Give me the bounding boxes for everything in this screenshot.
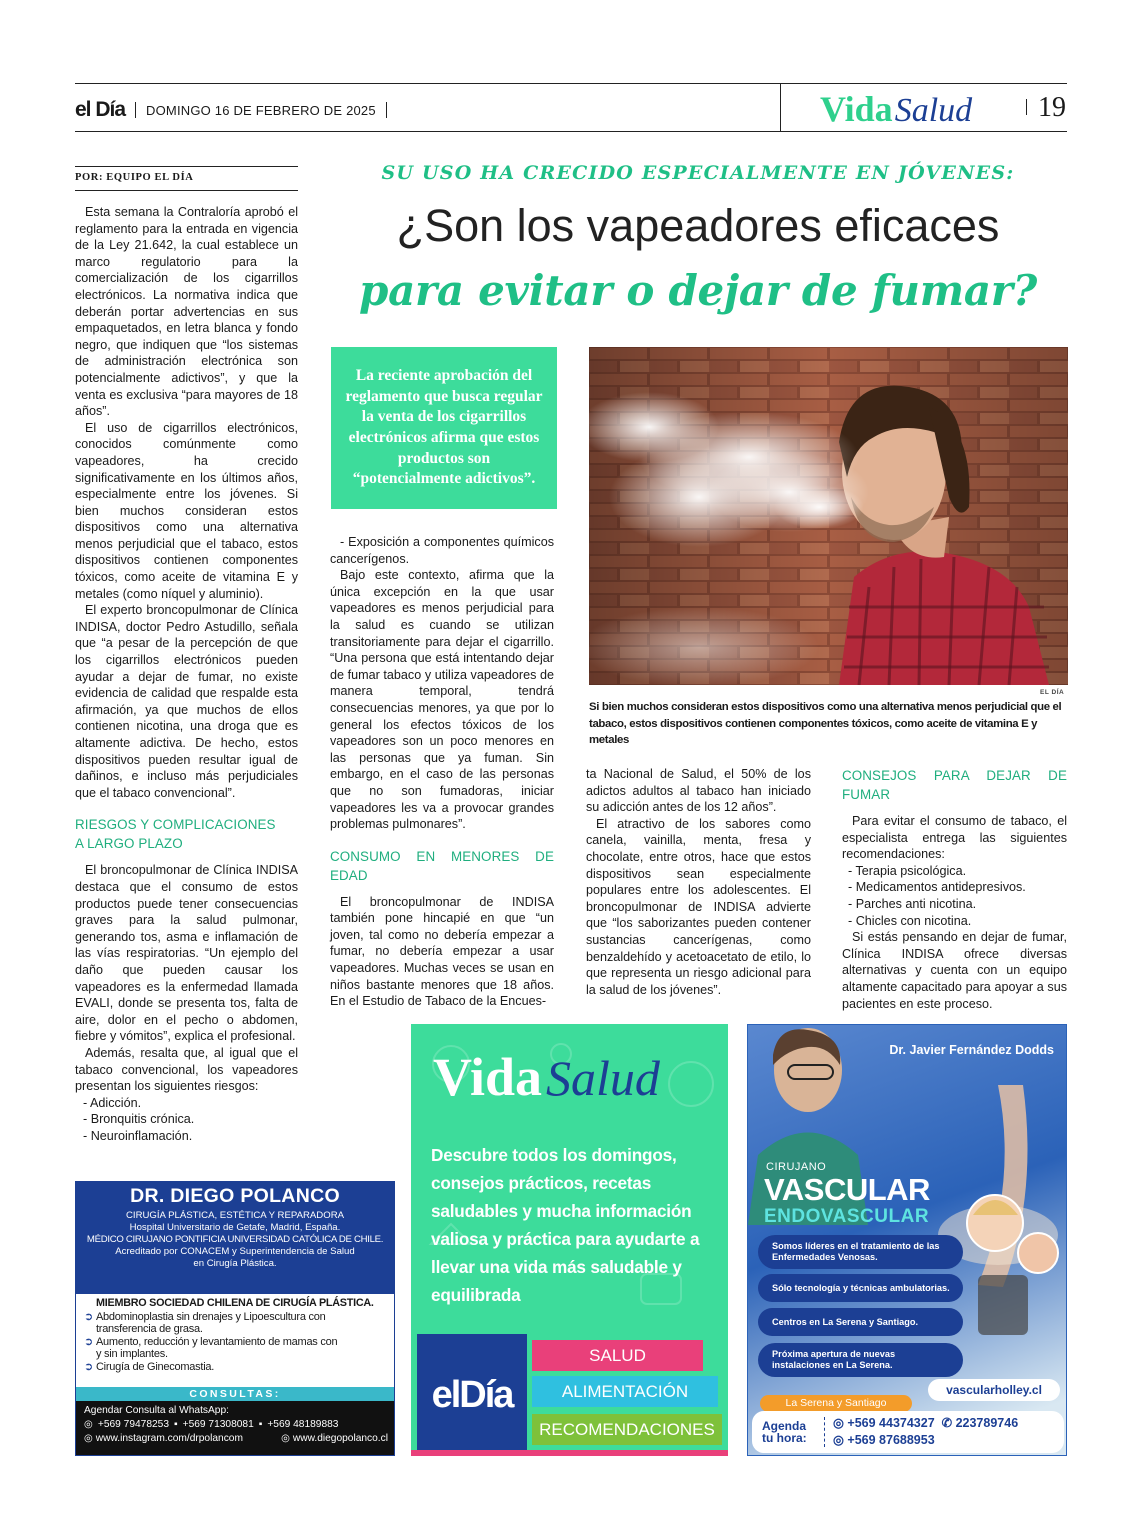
arrow-icon: ➲ bbox=[84, 1335, 93, 1348]
byline-rule-top bbox=[75, 166, 298, 167]
arrow-icon: ➲ bbox=[84, 1310, 93, 1323]
ad-vascular[interactable] bbox=[747, 1024, 1067, 1456]
eldia-logo-box bbox=[417, 1334, 527, 1456]
divider bbox=[824, 1417, 825, 1447]
photo-caption: Si bien muchos consideran estos dispositivos como una alternativa menos perjudicial que el tabaco, estos dispositivos contienen componentes tóxicos, como aceite de vitamina E y metales bbox=[589, 701, 1062, 746]
section-vida: Vida bbox=[820, 89, 893, 129]
bullet: ▪ bbox=[258, 1419, 263, 1430]
eldia-logo: elDía bbox=[431, 1373, 513, 1416]
phone-number[interactable]: 223789746 bbox=[955, 1416, 1019, 1430]
subheading-line: RIESGOS Y COMPLICACIONES bbox=[75, 817, 276, 833]
agenda-label: Agenda tu hora: bbox=[762, 1419, 807, 1445]
headline-line2: para evitar o dejar de fumar? bbox=[359, 266, 1037, 315]
byline-rule-bottom bbox=[75, 190, 298, 191]
section-logo bbox=[820, 88, 972, 128]
vida-salud-logo bbox=[433, 1046, 660, 1108]
vascular-label: VASCULAR bbox=[764, 1172, 930, 1207]
risk-list bbox=[75, 1095, 298, 1145]
doctor-name: Dr. Javier Fernández Dodds bbox=[889, 1043, 1054, 1057]
column-4 bbox=[842, 752, 1067, 1012]
tag-recomendaciones[interactable]: RECOMENDACIONES bbox=[532, 1414, 722, 1445]
whatsapp-icon: ◎ bbox=[84, 1419, 93, 1430]
contact-bar bbox=[752, 1411, 1064, 1453]
subheading-tips: CONSEJOS PARA DEJAR DE FUMAR bbox=[842, 768, 1067, 802]
headline-line1: ¿Son los vapeadores eficaces bbox=[396, 200, 1000, 251]
arrow-icon: ➲ bbox=[84, 1360, 93, 1373]
phone-number[interactable]: +569 48189883 bbox=[267, 1419, 339, 1430]
service-text: y sin implantes. bbox=[95, 1348, 168, 1361]
vaping-man-illustration bbox=[589, 347, 1068, 685]
location-badge: La Serena y Santiago bbox=[760, 1395, 912, 1412]
tips-list bbox=[842, 863, 1067, 929]
paragraph: Para evitar el consumo de tabaco, el especialista entrega las siguientes recomendaciones: bbox=[842, 814, 1067, 862]
paragraph: El experto broncopulmonar de Clínica INDISA, doctor Pedro Astudillo, señala que “a pesar de la percepción de que los cigarrillos electrónicos pueden ayudar a dejar de fumar, no existe evidencia de calidad que respalde esta afirmación, ya que muchos de ellos contienen nicotina, una droga que es altamente adictiva. De hecho, estos dispositivos pueden resultar igual de dañinos, e incluso más perjudiciales que el tabaco convencional”. bbox=[75, 603, 298, 800]
whatsapp-icon: ◎ bbox=[833, 1433, 844, 1447]
list-item: - Terapia psicológica. bbox=[848, 863, 967, 878]
divider bbox=[135, 102, 136, 118]
subheading-line: A LARGO PLAZO bbox=[75, 836, 183, 852]
cirujano-label: CIRUJANO bbox=[766, 1161, 827, 1173]
list-item: - Medicamentos antidepresivos. bbox=[848, 880, 1026, 895]
issue-date: DOMINGO 16 DE FEBRERO DE 2025 bbox=[146, 102, 376, 118]
tag-alimentacion[interactable]: ALIMENTACIÓN bbox=[532, 1376, 718, 1407]
phone-number[interactable]: +569 87688953 bbox=[847, 1433, 935, 1447]
phone-icon: ✆ bbox=[941, 1416, 953, 1430]
pullquote-box bbox=[331, 347, 557, 509]
paragraph: El broncopulmonar de INDISA también pone hincapié en que “un joven, tal como no debería empezar a fumar, no debería empezar a usar vapeadores. Muchas veces se usan en niños bastante menores que 18 años. En el Estudio de Tabaco de la Encues- bbox=[330, 894, 554, 1009]
paragraph: El uso de cigarrillos electrónicos, conocidos comúnmente como vapeadores, ha crecido significativamente en los últimos años, especialmente entre los jóvenes. Si bien muchos consideran estos dispositivos como una alternativa menos perjudicial que el tabaco, estos dispositivos contienen componentes tóxicos, como aceite de vitamina E y metales (como níquel y aluminio). bbox=[75, 420, 298, 601]
phone-list bbox=[833, 1415, 1018, 1449]
service-text: Cirugía de Ginecomastia. bbox=[95, 1360, 215, 1373]
subheading-minors: CONSUMO EN MENORES DE EDAD bbox=[330, 848, 554, 883]
phone-number[interactable]: +569 79478253 bbox=[97, 1419, 169, 1430]
feature-pill: Próxima apertura de nuevas instalaciones en La Serena. bbox=[758, 1343, 963, 1377]
paragraph: Si estás pensando en dejar de fumar, Clínica INDISA ofrece diversas alternativas y cuenta con un equipo altamente capacitado para apoyar a sus pacientes en este proceso. bbox=[842, 930, 1067, 1011]
service-text: Abdominoplastia sin drenajes y Lipoescultura con bbox=[95, 1310, 326, 1323]
column-3 bbox=[586, 766, 811, 998]
ad-polanco-contact bbox=[76, 1401, 394, 1455]
paragraph: - Exposición a componentes químicos cancerígenos. bbox=[330, 535, 554, 566]
instagram-icon: ◎ bbox=[84, 1433, 93, 1444]
web-row bbox=[84, 1432, 388, 1446]
ad-line: en Cirugía Plástica. bbox=[193, 1258, 277, 1269]
web-icon: ◎ bbox=[281, 1433, 291, 1444]
feature-pill: Centros en La Serena y Santiago. bbox=[758, 1308, 963, 1336]
byline: POR: EQUIPO EL DÍA bbox=[75, 172, 194, 183]
paragraph: El atractivo de los sabores como canela, vainilla, menta, fresa y chocolate, entre otros, hace que estos dispositivos sean especialmente populares entre los adolescentes. El broncopulmonar de INDISA advierte que “los saborizantes pueden contener sustancias cancerígenas, como benzaldehído y acetoacetato de etilo, lo que representa un riesgo adicional para la salud de los jóvenes”. bbox=[586, 816, 811, 997]
page-number: 19 bbox=[1038, 92, 1066, 123]
paragraph: Esta semana la Contraloría aprobó el reglamento para la entrada en vigencia de la Ley 21.642, la cual establece un marco regulatorio para la comercialización de los cigarrillos electrónicos. La normativa indica que deberán portar advertencias en sus empaquetados, en letra blanca y fondo negro, que indiquen que “los sistemas de administración electrónica son potencialmente adictivos”, y que la venta es exclusiva “para mayores de 18 años”. bbox=[75, 205, 298, 419]
phone-row bbox=[84, 1418, 388, 1432]
ad-polanco[interactable] bbox=[75, 1181, 395, 1456]
bottom-stripe bbox=[411, 1450, 728, 1456]
kicker: SU USO HA CRECIDO ESPECIALMENTE EN JÓVENES: bbox=[381, 162, 1015, 184]
header-top-rule bbox=[75, 83, 1067, 84]
paragraph: Bajo este contexto, afirma que la única excepción en la que usar vapeadores es menos perjudicial para la salud es cuando se utilizan transitoriamente para dejar el cigarrillo. “Una persona que está intentando dejar de fumar tabaco y utiliza vapeadores de manera temporal, tendrá consecuencias menores, ya que por lo general los efectos tóxicos de los vapeadores son un poco menores en las personas que ya fuman. Sin embargo, en el caso de las personas que no son fumadoras, iniciar vapeadores les va a provocar grandes problemas pulmonares”. bbox=[330, 568, 554, 832]
newspaper-logo: el Día bbox=[75, 98, 126, 121]
service-item bbox=[84, 1361, 386, 1374]
website-link[interactable]: www.diegopolanco.cl bbox=[292, 1433, 388, 1444]
list-item: - Parches anti nicotina. bbox=[848, 896, 977, 911]
list-item: - Neuroinflamación. bbox=[83, 1128, 193, 1143]
service-item bbox=[84, 1336, 386, 1361]
whatsapp-icon: ◎ bbox=[833, 1416, 844, 1430]
service-text: transferencia de grasa. bbox=[95, 1323, 203, 1336]
instagram-link[interactable]: www.instagram.com/drpolancom bbox=[95, 1433, 243, 1444]
paragraph: El broncopulmonar de Clínica INDISA destaca que el consumo de estos productos puede tener consecuencias graves para la salud pulmonar, generando tos, asma e inflamación de las vías respiratorias. “Un ejemplo del daño que pueden causar los vapeadores es la enfermedad llamada EVALI, donde se presenta tos, falta de aire, dolor en el pecho o abdomen, fiebre y vómitos”, explica el profesional. bbox=[75, 863, 298, 1044]
doctor-name: DR. DIEGO POLANCO bbox=[130, 1185, 340, 1207]
divider bbox=[386, 102, 387, 118]
header-left bbox=[75, 98, 387, 122]
paragraph: Además, resalta que, al igual que el tabaco convencional, los vapeadores presentan los siguientes riesgos: bbox=[75, 1045, 298, 1094]
feature-pill: Sólo tecnología y técnicas ambulatorias. bbox=[758, 1274, 963, 1302]
phone-number[interactable]: +569 44374327 bbox=[847, 1416, 935, 1430]
section-salud: Salud bbox=[894, 92, 973, 129]
phone-number[interactable]: +569 71308081 bbox=[182, 1419, 254, 1430]
ad-line: Acreditado por CONACEM y Superintendencia de Salud bbox=[115, 1246, 355, 1257]
service-item bbox=[84, 1311, 386, 1336]
tag-salud[interactable]: SALUD bbox=[532, 1340, 703, 1371]
ad-polanco-header bbox=[76, 1182, 394, 1294]
logo-salud: Salud bbox=[546, 1050, 660, 1106]
pullquote: La reciente aprobación del reglamento que busca regular la venta de los cigarrillos electrónicos afirma que estos productos son “potencialmente adictivos”. bbox=[345, 367, 543, 488]
website-link[interactable]: vascularholley.cl bbox=[928, 1379, 1060, 1401]
bullet: ▪ bbox=[174, 1419, 178, 1430]
endovascular-label: ENDOVASCULAR bbox=[764, 1206, 930, 1227]
list-item: - Chicles con nicotina. bbox=[848, 913, 972, 928]
article-photo bbox=[589, 347, 1068, 685]
ad-line: CIRUGÍA PLÁSTICA, ESTÉTICA Y REPARADORA bbox=[125, 1210, 345, 1221]
photo-credit: EL DÍA bbox=[1040, 689, 1065, 696]
consult-banner: CONSULTAS: bbox=[76, 1387, 394, 1401]
whatsapp-label: Agendar Consulta al WhatsApp: bbox=[84, 1405, 229, 1416]
membership: MIEMBRO SOCIEDAD CHILENA DE CIRUGÍA PLÁSTICA. bbox=[96, 1297, 374, 1309]
ad-line: MÉDICO CIRUJANO PONTIFICIA UNIVERSIDAD CATÓLICA DE CHILE. bbox=[86, 1234, 384, 1245]
ad-text: Descubre todos los domingos, consejos prácticos, recetas saludables y mucha información valiosa y práctica para ayudarte a llevar una vida más saludable y equilibrada bbox=[431, 1145, 700, 1305]
list-item: - Bronquitis crónica. bbox=[83, 1112, 195, 1127]
service-text: Aumento, reducción y levantamiento de mamas con bbox=[95, 1335, 338, 1348]
ad-line: Hospital Universitario de Getafe, Madrid, España. bbox=[129, 1222, 341, 1233]
divider bbox=[1026, 99, 1027, 115]
logo-vida: Vida bbox=[433, 1047, 543, 1107]
ad-polanco-services bbox=[76, 1294, 394, 1374]
header-bottom-rule bbox=[75, 131, 1067, 132]
list-item: - Adicción. bbox=[83, 1095, 142, 1110]
column-2 bbox=[330, 534, 554, 1010]
paragraph: ta Nacional de Salud, el 50% de los adictos adultos al tabaco han iniciado su adicción antes de los 12 años”. bbox=[586, 767, 811, 815]
divider bbox=[780, 84, 781, 131]
subheading-risks bbox=[75, 815, 298, 853]
column-1 bbox=[75, 204, 298, 1144]
feature-pill: Somos líderes en el tratamiento de las Enfermedades Venosas. bbox=[758, 1235, 963, 1269]
ad-vida-salud[interactable] bbox=[411, 1024, 728, 1456]
